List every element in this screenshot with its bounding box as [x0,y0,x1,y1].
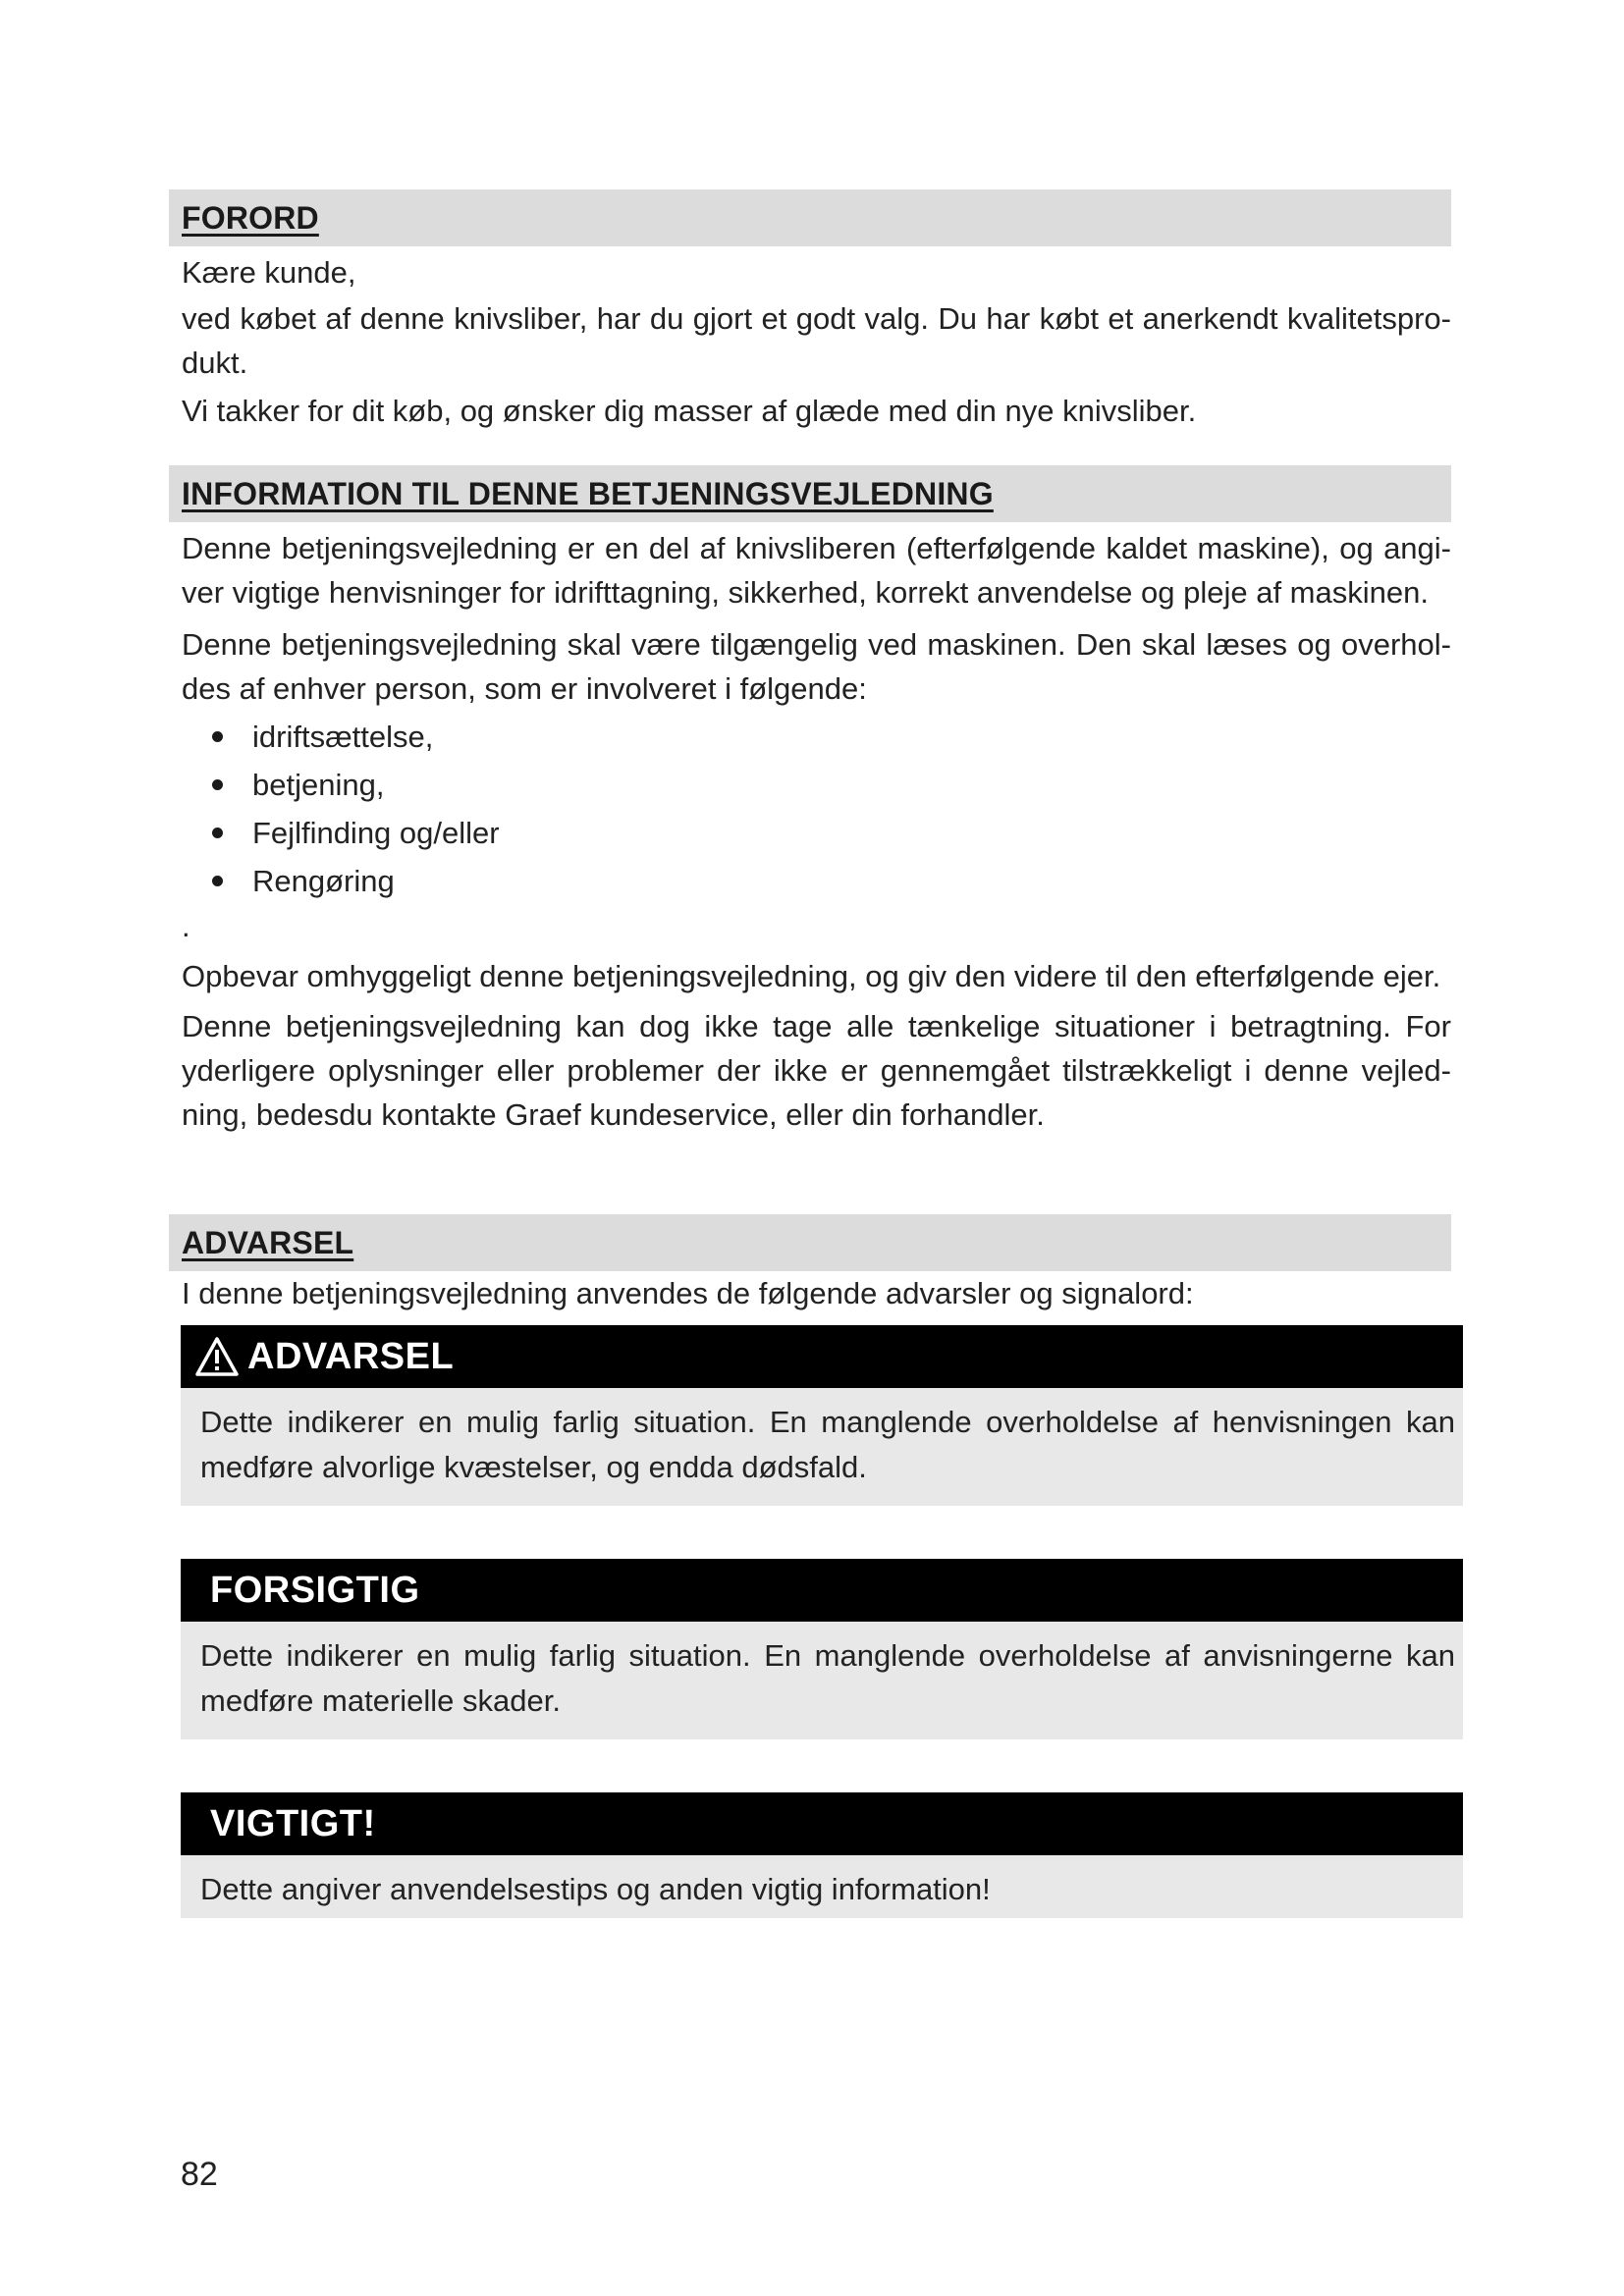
bullet-dot-icon [212,876,223,886]
notice-caution [181,1559,1463,1739]
notice-bar [181,1792,1463,1855]
notice-text: Dette angiver anvendelsestips og anden vigtig information! [200,1872,991,1906]
forord-paragraph-2: Vi takker for dit køb, og ønsker dig masser af glæde med din nye knivsliber. [182,394,1197,428]
list-item: betjening, [212,761,1451,809]
notice-warning [181,1325,1463,1506]
notice-box [181,1622,1463,1739]
section-information [169,465,1451,1137]
section-forord [169,189,1451,433]
bullet-dot-icon [212,731,223,742]
heading-text: FORORD [182,199,319,236]
notice-bar [181,1325,1463,1388]
list-item: Rengøring [212,857,1451,905]
notice-text: Dette indikerer en mulig farlig situation. En manglende overholdelse af anvisningerne kan medføre materielle skader. [200,1638,1455,1718]
notice-label: VIGTIGT! [210,1802,376,1844]
bullet-list [169,713,1451,905]
heading-text: INFORMATION TIL DENNE BETJENINGSVEJLEDNING [182,475,994,511]
section-heading-information [169,465,1451,522]
section-heading-forord [169,189,1451,246]
bullet-dot-icon [212,828,223,838]
notice-bar [181,1559,1463,1622]
notice-text: Dette indikerer en mulig farlig situation. En manglende overholdelse af henvisningen kan medføre alvorlige kvæstelser, og endda dødsfald. [200,1405,1455,1484]
notice-box [181,1855,1463,1918]
forord-paragraph-1: ved købet af denne knivsliber, har du gjort et godt valg. Du har købt et anerkendt kvalitetspro-dukt. [182,301,1451,380]
information-paragraph-4: Denne betjeningsvejledning kan dog ikke tage alle tænkelige situationer i betragtning. For yderligere oplysninger eller problemer der ikke er gennemgået tilstrækkeligt i denne vejled-ning, bedesdu kontakte Graef kundeservice, eller din forhandler. [182,1009,1451,1132]
page-number: 82 [181,2156,218,2193]
section-advarsel [169,1214,1451,1315]
list-item: Fejlfinding og/eller [212,809,1451,857]
notice-label: ADVARSEL [247,1335,455,1377]
notice-label: FORSIGTIG [210,1569,420,1611]
bullet-dot-icon [212,779,223,790]
heading-text: ADVARSEL [182,1224,354,1260]
notice-box [181,1388,1463,1506]
advarsel-intro: I denne betjeningsvejledning anvendes de følgende advarsler og signalord: [182,1276,1194,1310]
notice-important [181,1792,1463,1918]
section-heading-advarsel [169,1214,1451,1271]
list-item: idriftsættelse, [212,713,1451,761]
stray-period: . [182,909,190,943]
information-paragraph-3: Opbevar omhyggeligt denne betjeningsvejledning, og giv den videre til den efterfølgende ejer. [182,959,1441,993]
information-paragraph-2: Denne betjeningsvejledning skal være tilgængelig ved maskinen. Den skal læses og overhol-des af enhver person, som er involveret i følgende: [182,627,1451,706]
information-paragraph-1: Denne betjeningsvejledning er en del af knivsliberen (efterfølgende kaldet maskine), og angi-ver vigtige henvisninger for idrifttagning, sikkerhed, korrekt anvendelse og pleje af maskinen. [182,531,1451,610]
warning-triangle-icon [194,1336,240,1377]
greeting: Kære kunde, [182,255,356,290]
